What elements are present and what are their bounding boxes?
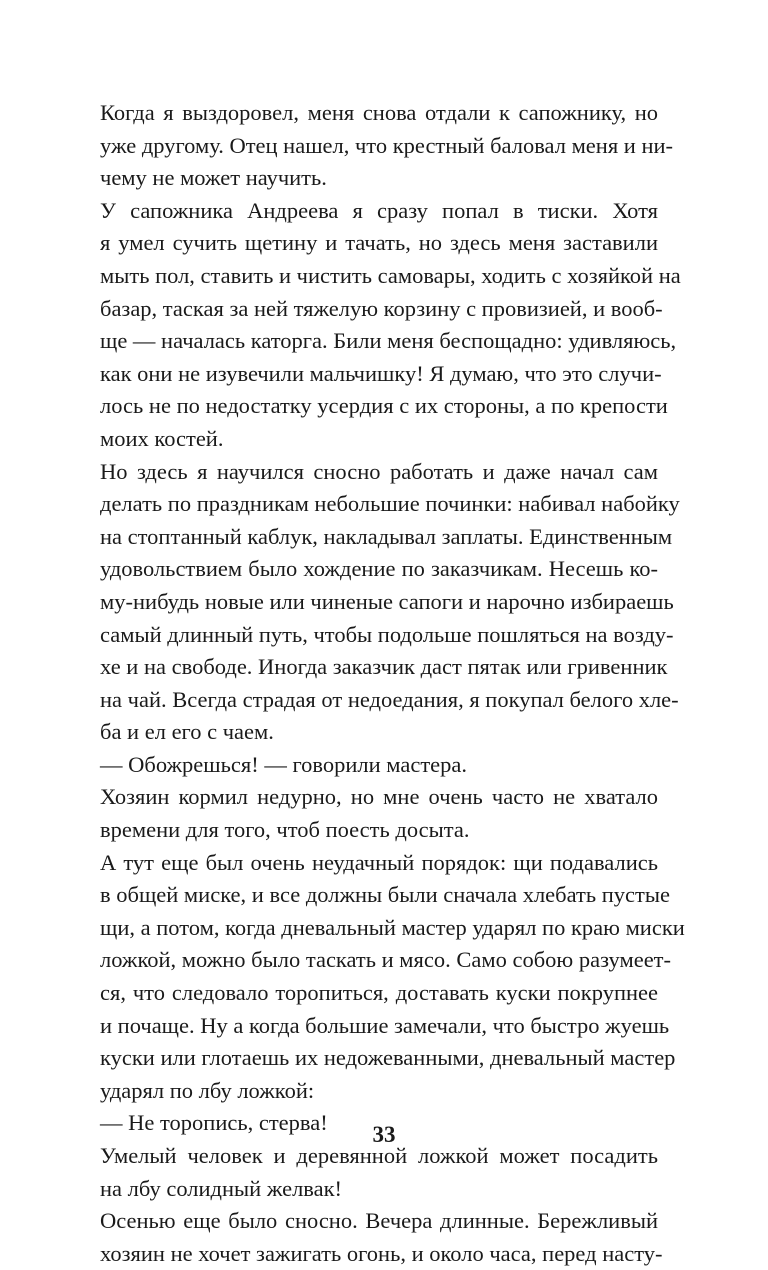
- text-line: ся, что следовало торопиться, доставать куски покрупнее: [100, 980, 658, 1006]
- text-line: щи, а потом, когда дневальный мастер ударял по краю миски: [100, 914, 685, 940]
- text-line: времени для того, чтоб поесть досыта.: [100, 817, 470, 843]
- page-number: 33: [372, 1122, 396, 1147]
- text-line: моих костей.: [100, 425, 224, 451]
- text-line: на стоптанный каблук, накладывал заплаты. Единственным: [100, 523, 673, 549]
- text-line: хе и на свободе. Иногда заказчик даст пятак или гривенник: [100, 654, 668, 680]
- text-line: Хозяин кормил недурно, но мне очень часто не хватало: [100, 784, 658, 810]
- text-line: Но здесь я научился сносно работать и даже начал сам: [100, 458, 658, 484]
- text-line: удовольствием было хождение по заказчикам. Несешь ко-: [100, 556, 658, 582]
- text-line: чему не может научить.: [100, 165, 327, 191]
- text-line: — Обожрешься! — говорили мастера.: [100, 751, 468, 777]
- text-line: уже другому. Отец нашел, что крестный баловал меня и ни-: [100, 132, 674, 158]
- text-line: базар, таская за ней тяжелую корзину с провизией, и вооб-: [100, 295, 663, 321]
- page-text: [100, 97, 685, 1270]
- text-line: ба и ел его с чаем.: [100, 719, 274, 745]
- text-line: ударял по лбу ложкой:: [100, 1077, 315, 1103]
- text-line: хозяин не хочет зажигать огонь, и около часа, перед насту-: [100, 1240, 663, 1266]
- text-line: У сапожника Андреева я сразу попал в тиски. Хотя: [100, 197, 658, 223]
- text-line: — Не торопись, стерва!: [100, 1110, 328, 1136]
- text-line: и почаще. Ну а когда большие замечали, что быстро жуешь: [100, 1012, 670, 1038]
- text-line: лось не по недостатку усердия с их стороны, а по крепости: [100, 393, 668, 419]
- text-line: мыть пол, ставить и чистить самовары, ходить с хозяйкой на: [100, 262, 681, 288]
- text-line: делать по праздникам небольшие починки: набивал набойку: [100, 491, 680, 517]
- text-line: ще — началась каторга. Били меня беспощадно: удивляюсь,: [100, 328, 677, 354]
- text-line: ложкой, можно было таскать и мясо. Само собою разумеет-: [100, 947, 672, 973]
- text-line: на чай. Всегда страдая от недоедания, я покупал белого хле-: [100, 686, 679, 712]
- text-line: на лбу солидный желвак!: [100, 1175, 343, 1201]
- text-line: Умелый человек и деревянной ложкой может посадить: [100, 1143, 658, 1168]
- text-line: я умел сучить щетину и тачать, но здесь меня заставили: [100, 230, 658, 256]
- text-line: му-нибудь новые или чиненые сапоги и нарочно избираешь: [100, 588, 674, 614]
- text-line: куски или глотаешь их недожеванными, дневальный мастер: [100, 1045, 676, 1071]
- text-line: самый длинный путь, чтобы подольше пошляться на возду-: [100, 621, 674, 647]
- text-line: А тут еще был очень неудачный порядок: щи подавались: [100, 849, 658, 875]
- text-line: Осенью еще было сносно. Вечера длинные. Бережливый: [100, 1208, 658, 1234]
- text-line: Когда я выздоровел, меня снова отдали к сапожнику, но: [100, 100, 658, 125]
- text-line: в общей миске, и все должны были сначала хлебать пустые: [100, 882, 670, 908]
- text-line: как они не изувечили мальчишку! Я думаю, что это случи-: [100, 360, 662, 386]
